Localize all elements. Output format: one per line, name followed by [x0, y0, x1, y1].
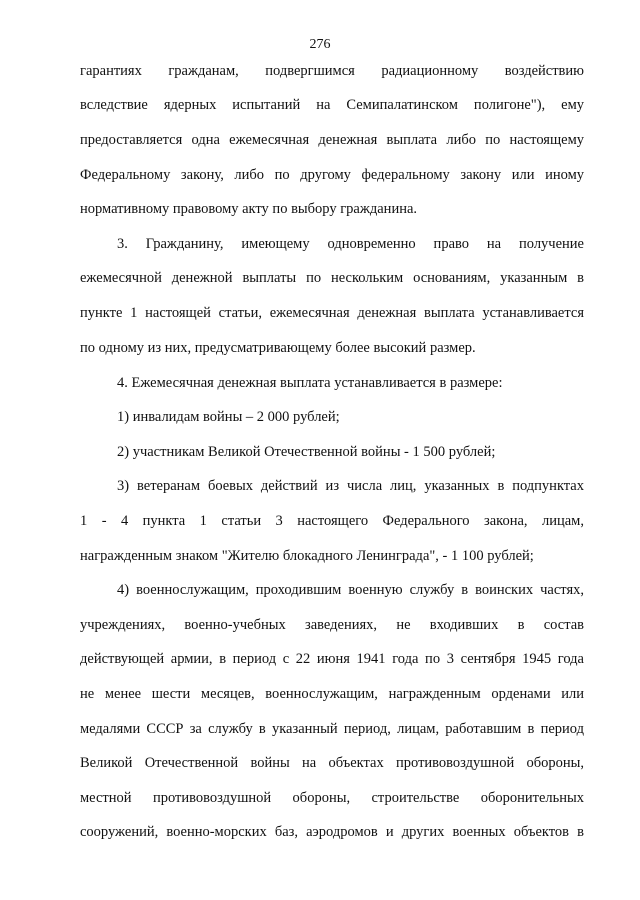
- text-line: нормативному правовому акту по выбору гражданина.: [80, 201, 418, 217]
- text-line: награжденным знаком "Жителю блокадного Ленинграда", - 1 100 рублей;: [80, 548, 534, 564]
- text-line: действующей армии, в период с 22 июня 1941 года по 3 сентября 1945 года: [80, 651, 584, 667]
- text-line: 2) участникам Великой Отечественной войны - 1 500 рублей;: [117, 444, 496, 460]
- text-line: местной противовоздушной обороны, строительстве оборонительных: [80, 790, 584, 806]
- text-line: 4) военнослужащим, проходившим военную службу в воинских частях,: [117, 582, 584, 598]
- text-line: гарантиях гражданам, подвергшимся радиационному воздействию: [80, 63, 584, 79]
- text-line: ежемесячной денежной выплаты по нескольким основаниям, указанным в: [80, 270, 584, 286]
- text-line: вследствие ядерных испытаний на Семипалатинском полигоне"), ему: [80, 97, 584, 113]
- page-number: 276: [309, 37, 331, 52]
- text-line: не менее шести месяцев, военнослужащим, награжденным орденами или: [80, 686, 584, 702]
- text-line: 3) ветеранам боевых действий из числа лиц, указанных в подпунктах: [117, 478, 584, 494]
- text-line: Федеральному закону, либо по другому федеральному закону или иному: [80, 167, 584, 183]
- text-line: 1 - 4 пункта 1 статьи 3 настоящего Федерального закона, лицам,: [80, 513, 584, 529]
- text-line: пункте 1 настоящей статьи, ежемесячная денежная выплата устанавливается: [80, 305, 584, 321]
- text-line: 4. Ежемесячная денежная выплата устанавливается в размере:: [117, 375, 503, 391]
- text-line: 3. Гражданину, имеющему одновременно право на получение: [117, 236, 584, 252]
- text-line: Великой Отечественной войны на объектах противовоздушной обороны,: [80, 755, 584, 771]
- text-line: по одному из них, предусматривающему более высокий размер.: [80, 340, 476, 356]
- text-line: учреждениях, военно-учебных заведениях, не входивших в состав: [80, 617, 584, 633]
- text-line: 1) инвалидам войны – 2 000 рублей;: [117, 409, 340, 425]
- text-line: сооружений, военно-морских баз, аэродромов и других военных объектов в: [80, 824, 584, 840]
- text-line: медалями СССР за службу в указанный период, лицам, работавшим в период: [80, 721, 584, 737]
- text-line: предоставляется одна ежемесячная денежная выплата либо по настоящему: [80, 132, 584, 148]
